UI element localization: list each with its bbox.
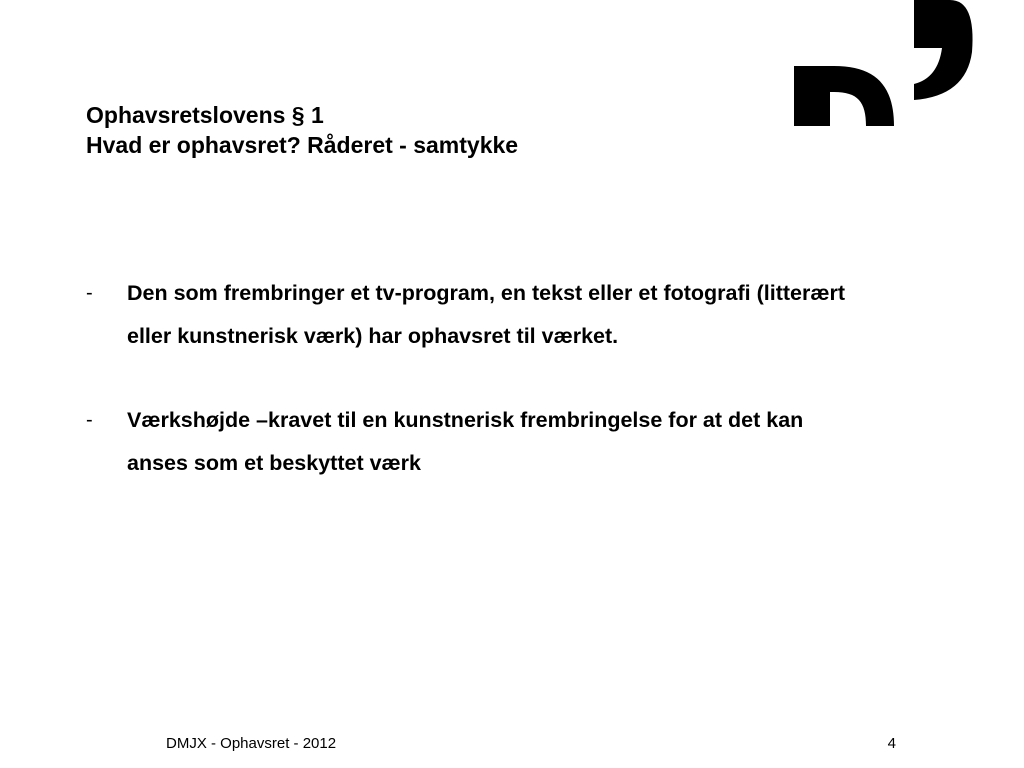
bullet-item-1 [86,272,866,358]
bullet-item-2 [86,399,866,485]
page-number: 4 [887,735,896,752]
dash-bullet-icon: - [86,409,93,431]
title-line-1: Ophavsretslovens § 1 [86,102,324,128]
dash-bullet-icon: - [86,282,93,304]
bullet-text-1: Den som frembringer et tv-program, en tekst eller et fotografi (litterært eller kunstnerisk værk) har ophavsret til værket. [127,281,845,348]
dmjx-logo-icon [790,0,980,130]
bullet-list [86,272,866,526]
slide-title [86,100,766,160]
title-line-2: Hvad er ophavsret? Råderet - samtykke [86,132,519,158]
footer-text: DMJX - Ophavsret - 2012 [166,735,337,752]
bullet-text-2: Værkshøjde –kravet til en kunstnerisk frembringelse for at det kan anses som et beskyttet værk [127,408,804,475]
